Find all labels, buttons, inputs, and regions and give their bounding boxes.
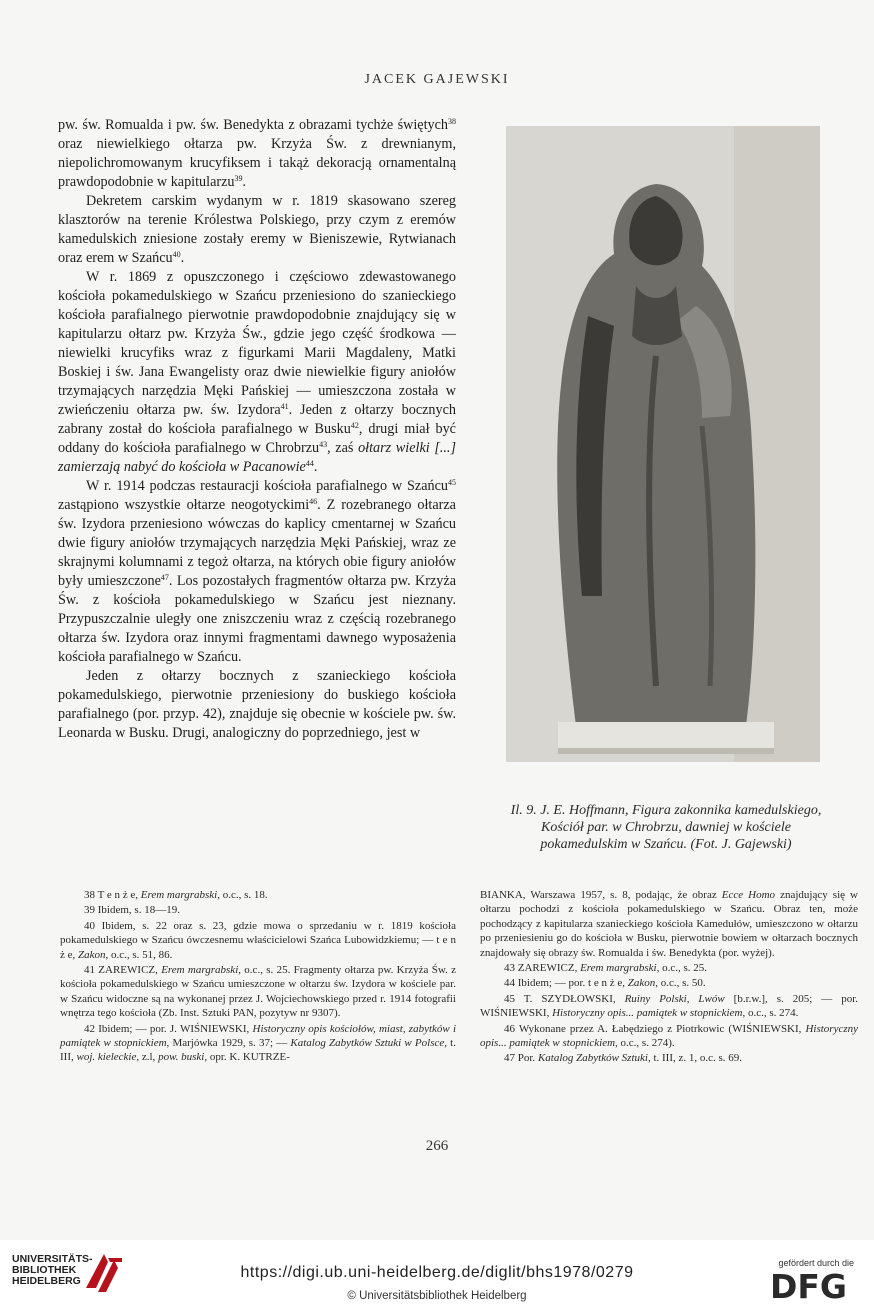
- permalink-url[interactable]: https://digi.ub.uni-heidelberg.de/diglit/bhs1978/0279: [240, 1264, 634, 1281]
- viewer-footer: [0, 1240, 874, 1314]
- footnote-46: 46 Wykonane przez A. Łabędziego z Piotrkowic (WIŚNIEWSKI, Historyczny opis... pamiątek w stopnickiem, o.c., s. 274).: [480, 1022, 858, 1050]
- footnotes-right: [480, 888, 858, 1067]
- footnote-39: 39 Ibidem, s. 18—19.: [84, 904, 180, 917]
- figure-photo: [506, 126, 820, 762]
- library-name[interactable]: UNIVERSITÄTS- BIBLIOTHEK HEIDELBERG: [12, 1253, 93, 1287]
- footnotes-left: [60, 888, 456, 1066]
- paragraph-1: pw. św. Romualda i pw. św. Benedykta z obrazami tychże świętych$^{38}$ oraz niewielkiego ołtarza pw. Krzyża Św. z drewnianym, niepolichromowanym krucyfiksem i takąż dekoracją ornamentalną prawdopodobnie w kapitularzu$^{39}$.: [58, 117, 456, 190]
- footnote-41: 41 ZAREWICZ, Erem margrabski, o.c., s. 25. Fragmenty ołtarza pw. Krzyża Św. z kościoła pokamedulskiego w Szańcu umieszczone w ołtarzu św. Izydora w kościele par. w Szańcu widoczne są na wykonanej przez J. Wojciechowskiego przed r. 1914 fotografii wnętrza tego kościoła (Zb. Inst. Sztuki PAN, pozytyw nr 9307).: [60, 964, 456, 1020]
- footnote-40: 40 Ibidem, s. 22 oraz s. 23, gdzie mowa o sprzedaniu w r. 1819 kościoła pokamedulskiego w Szańcu ówczesnemu właścicielowi Szańca Lubowidzkiemu; — t e n ż e, Zakon, o.c., s. 51, 86.: [60, 919, 456, 961]
- paragraph-2: Dekretem carskim wydanym w r. 1819 skasowano szereg klasztorów na terenie Królestwa Polskiego, przy czym z eremów kamedulskich zniesione zostały eremy w Bieniszewie, Rytwianach oraz erem w Szańcu$^{40}$.: [58, 193, 456, 266]
- paragraph-4: W r. 1914 podczas restauracji kościoła parafialnego w Szańcu$^{45}$ zastąpiono wszystkie ołtarze neogotyckimi$^{46}$. Z rozebranego ołtarza św. Izydora przeniesiono wówczas do kaplicy cmentarnej w Szańcu dwie figury aniołów trzymających narzędzia Męki Pańskiej, wraz ze skrajnymi kolumnami z tegoż ołtarza, na których obie figury aniołów były umieszczone$^{47}$. Los pozostałych fragmentów ołtarza pw. Krzyża Św. z kościoła pokamedulskiego w Szańcu jest nieznany. Przypuszczalnie uległy one zniszczeniu wraz z częścią rozebranego ołtarza św. Izydora oraz innymi fragmentami dawnego wyposażenia kościoła parafialnego w Szańcu.: [58, 478, 456, 665]
- figure-caption: Il. 9. J. E. Hoffmann, Figura zakonnika kamedulskiego, Kościół par. w Chrobrzu, dawniej w kościele pokamedulskim w Szańcu. (Fot. J. Gajewski): [510, 803, 822, 852]
- footnote-47: 47 Por. Katalog Zabytków Sztuki, t. III, z. 1, o.c. s. 69.: [504, 1052, 743, 1065]
- footnote-38: 38 T e n ż e, Erem margrabski, o.c., s. 18.: [84, 889, 268, 901]
- footnote-43: 43 ZAREWICZ, Erem margrabski, o.c., s. 25.: [504, 962, 707, 975]
- footnote-42-cont: BIANKA, Warszawa 1957, s. 8, podając, że obraz Ecce Homo znajdujący się w ołtarzu pochodzi z kościoła pokamedulskiego w Szańcu. Obraz ten, może pochodzący z kapitularza szanieckiego kościoła Kamedułów, umieszczono w ołtarzu po przeniesieniu go do kościoła w Busku, pierwotnie bowiem w ołtarzach bocznych znajdowały się obrazy św. Romualda i św. Benedykta (por. wyżej).: [480, 889, 858, 959]
- dfg-logo-icon[interactable]: [770, 1266, 856, 1302]
- dfg-tagline: gefördert durch die: [778, 1258, 854, 1268]
- paragraph-5: Jeden z ołtarzy bocznych z szanieckiego kościoła pokamedulskiego, pierwotnie przeniesiony do buskiego kościoła parafialnego (por. przyp. 42), znajduje się obecnie w kościele pw. św. Leonarda w Busku. Drugi, analogiczny do poprzedniego, jest w: [58, 668, 456, 741]
- body-text-column: [58, 116, 456, 743]
- footnote-44: 44 Ibidem; — por. t e n ż e, Zakon, o.c., s. 50.: [504, 977, 706, 990]
- copyright-notice: © Universitätsbibliothek Heidelberg: [347, 1290, 527, 1302]
- paragraph-3: W r. 1869 z opuszczonego i częściowo zdewastowanego kościoła pokamedulskiego w Szańcu przeniesiono do szanieckiego kościoła parafialnego pierwotnie prawdopodobnie znajdujący się w kapitularzu ołtarz pw. Krzyża Św., gdzie jego część środkowa — niewielki krucyfiks wraz z figurkami Marii Magdaleny, Matki Boskiej i św. Jana Ewangelisty oraz dwie niewielkie figury aniołów trzymających narzędzia Męki Pańskiej — umieszczona została w zwieńczeniu ołtarza pw. św. Izydora$^{41}$. Jeden z ołtarzy bocznych zabrany został do kościoła parafialnego w Busku$^{42}$, drugi miał być oddany do kościoła parafialnego w Chrobrzu$^{43}$, zaś ołtarz wielki [...] zamierzają nabyć do kościoła w Pacanowie$^{44}$.: [58, 269, 457, 475]
- svg-text:DFG: DFG: [770, 1267, 848, 1302]
- footnote-45: 45 T. SZYDŁOWSKI, Ruiny Polski, Lwów [b.r.w.], s. 205; — por. WIŚNIEWSKI, Historyczny opis... pamiątek w stopnickiem, o.c., s. 274.: [480, 992, 859, 1020]
- footnote-42: 42 Ibidem; — por. J. WIŚNIEWSKI, Historyczny opis kościołów, miast, zabytków i pamiątek w stopnickiem, Marjówka 1929, s. 37; — Katalog Zabytków Sztuki w Polsce, t. III, woj. kieleckie, z.l, pow. buski, opr. K. KUTRZE-: [60, 1022, 456, 1064]
- monk-statue-illustration: [506, 126, 820, 762]
- page-number: 266: [425, 1138, 449, 1154]
- running-head: JACEK GAJEWSKI: [364, 72, 510, 87]
